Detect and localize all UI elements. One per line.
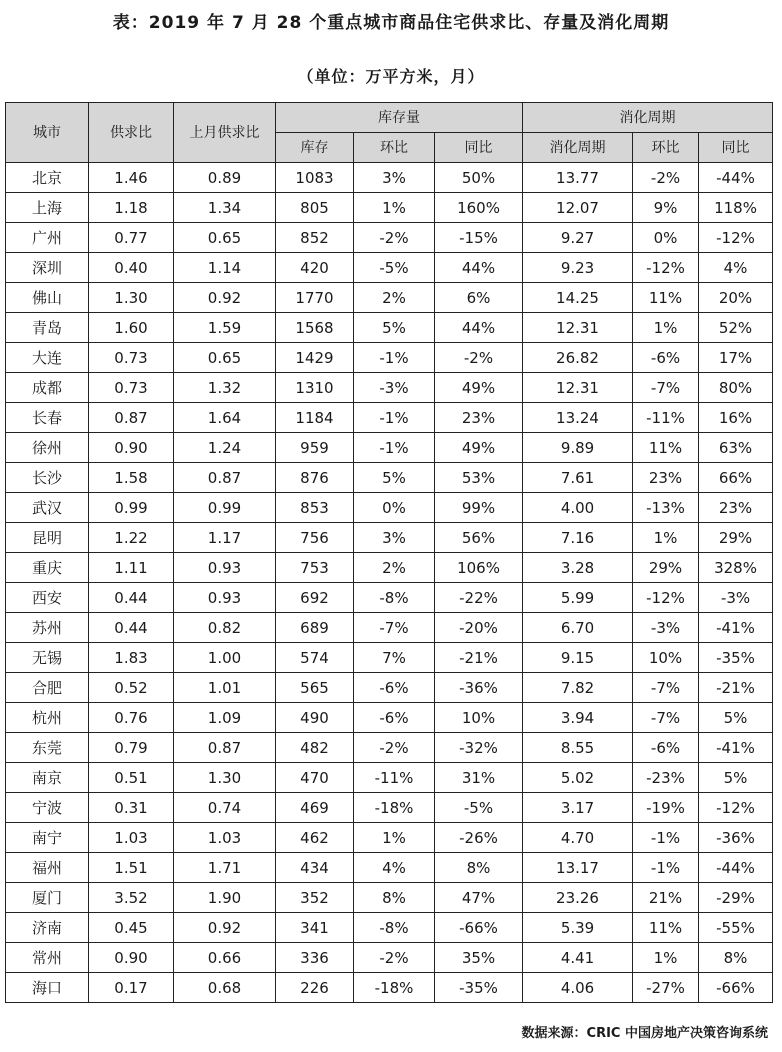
cycle-yoy-cell: 29% xyxy=(699,523,773,553)
cycle-mom-cell: 1% xyxy=(633,523,699,553)
stock-yoy-cell: -66% xyxy=(435,913,523,943)
stock-yoy-cell: -5% xyxy=(435,793,523,823)
table-row xyxy=(6,583,773,613)
cycle-yoy-cell: 5% xyxy=(699,763,773,793)
cycle-yoy-cell: -44% xyxy=(699,853,773,883)
city-cell: 昆明 xyxy=(6,523,89,553)
ratio-cell: 1.58 xyxy=(89,463,174,493)
cycle-mom-cell: -11% xyxy=(633,403,699,433)
cycle-mom-cell: -6% xyxy=(633,733,699,763)
last-ratio-cell: 1.09 xyxy=(174,703,276,733)
city-cell: 上海 xyxy=(6,193,89,223)
city-cell: 长春 xyxy=(6,403,89,433)
last-ratio-cell: 0.65 xyxy=(174,223,276,253)
city-cell: 重庆 xyxy=(6,553,89,583)
stock-mom-cell: -1% xyxy=(354,403,435,433)
stock-mom-cell: -2% xyxy=(354,943,435,973)
stock-mom-cell: 1% xyxy=(354,823,435,853)
table-row xyxy=(6,763,773,793)
cycle-cell: 13.77 xyxy=(523,163,633,193)
cycle-mom-cell: -23% xyxy=(633,763,699,793)
table-row xyxy=(6,163,773,193)
cycle-mom-cell: -6% xyxy=(633,343,699,373)
table-row xyxy=(6,643,773,673)
city-cell: 无锡 xyxy=(6,643,89,673)
ratio-cell: 0.44 xyxy=(89,583,174,613)
table-row xyxy=(6,433,773,463)
cycle-cell: 26.82 xyxy=(523,343,633,373)
stock-yoy-cell: 49% xyxy=(435,373,523,403)
cycle-cell: 23.26 xyxy=(523,883,633,913)
ratio-cell: 0.87 xyxy=(89,403,174,433)
city-cell: 宁波 xyxy=(6,793,89,823)
ratio-cell: 1.22 xyxy=(89,523,174,553)
cycle-yoy-cell: 66% xyxy=(699,463,773,493)
table-row xyxy=(6,253,773,283)
header-cycle-group: 消化周期 xyxy=(523,103,773,133)
cycle-mom-cell: -7% xyxy=(633,673,699,703)
table-row xyxy=(6,553,773,583)
last-ratio-cell: 1.59 xyxy=(174,313,276,343)
stock-cell: 1568 xyxy=(276,313,354,343)
ratio-cell: 0.52 xyxy=(89,673,174,703)
last-ratio-cell: 0.93 xyxy=(174,553,276,583)
city-cell: 西安 xyxy=(6,583,89,613)
ratio-cell: 1.83 xyxy=(89,643,174,673)
stock-yoy-cell: 31% xyxy=(435,763,523,793)
table-row xyxy=(6,913,773,943)
stock-cell: 341 xyxy=(276,913,354,943)
cycle-yoy-cell: 80% xyxy=(699,373,773,403)
stock-cell: 490 xyxy=(276,703,354,733)
cycle-mom-cell: 1% xyxy=(633,313,699,343)
cycle-cell: 5.99 xyxy=(523,583,633,613)
stock-yoy-cell: 56% xyxy=(435,523,523,553)
stock-mom-cell: -2% xyxy=(354,733,435,763)
cycle-yoy-cell: 17% xyxy=(699,343,773,373)
cycle-mom-cell: -1% xyxy=(633,823,699,853)
stock-cell: 574 xyxy=(276,643,354,673)
cycle-yoy-cell: 328% xyxy=(699,553,773,583)
stock-mom-cell: 3% xyxy=(354,523,435,553)
stock-yoy-cell: 99% xyxy=(435,493,523,523)
city-cell: 青岛 xyxy=(6,313,89,343)
table-row xyxy=(6,703,773,733)
header-cycle-mom: 环比 xyxy=(633,133,699,163)
ratio-cell: 0.90 xyxy=(89,943,174,973)
last-ratio-cell: 1.17 xyxy=(174,523,276,553)
ratio-cell: 0.31 xyxy=(89,793,174,823)
city-cell: 合肥 xyxy=(6,673,89,703)
cycle-cell: 14.25 xyxy=(523,283,633,313)
table-body xyxy=(6,163,773,1003)
cycle-cell: 9.89 xyxy=(523,433,633,463)
last-ratio-cell: 1.30 xyxy=(174,763,276,793)
cycle-cell: 13.17 xyxy=(523,853,633,883)
stock-mom-cell: -7% xyxy=(354,613,435,643)
stock-cell: 756 xyxy=(276,523,354,553)
stock-cell: 420 xyxy=(276,253,354,283)
table-row xyxy=(6,523,773,553)
cycle-mom-cell: -7% xyxy=(633,703,699,733)
stock-cell: 1184 xyxy=(276,403,354,433)
city-cell: 广州 xyxy=(6,223,89,253)
cycle-cell: 13.24 xyxy=(523,403,633,433)
cycle-yoy-cell: 118% xyxy=(699,193,773,223)
stock-cell: 1429 xyxy=(276,343,354,373)
cycle-yoy-cell: -44% xyxy=(699,163,773,193)
last-ratio-cell: 0.89 xyxy=(174,163,276,193)
city-cell: 东莞 xyxy=(6,733,89,763)
stock-mom-cell: -6% xyxy=(354,703,435,733)
stock-mom-cell: -1% xyxy=(354,433,435,463)
last-ratio-cell: 0.99 xyxy=(174,493,276,523)
table-row xyxy=(6,973,773,1003)
stock-mom-cell: -8% xyxy=(354,913,435,943)
stock-yoy-cell: 50% xyxy=(435,163,523,193)
stock-mom-cell: -18% xyxy=(354,973,435,1003)
ratio-cell: 1.30 xyxy=(89,283,174,313)
stock-mom-cell: 3% xyxy=(354,163,435,193)
cycle-mom-cell: -13% xyxy=(633,493,699,523)
last-ratio-cell: 0.66 xyxy=(174,943,276,973)
cycle-yoy-cell: -35% xyxy=(699,643,773,673)
cycle-cell: 3.28 xyxy=(523,553,633,583)
cycle-cell: 9.15 xyxy=(523,643,633,673)
cycle-cell: 3.17 xyxy=(523,793,633,823)
stock-cell: 805 xyxy=(276,193,354,223)
stock-yoy-cell: 49% xyxy=(435,433,523,463)
cycle-mom-cell: -12% xyxy=(633,253,699,283)
cycle-mom-cell: -19% xyxy=(633,793,699,823)
stock-yoy-cell: 47% xyxy=(435,883,523,913)
stock-yoy-cell: 160% xyxy=(435,193,523,223)
ratio-cell: 0.73 xyxy=(89,373,174,403)
cycle-cell: 3.94 xyxy=(523,703,633,733)
stock-yoy-cell: -20% xyxy=(435,613,523,643)
ratio-cell: 3.52 xyxy=(89,883,174,913)
city-cell: 长沙 xyxy=(6,463,89,493)
header-city: 城市 xyxy=(6,103,89,163)
cycle-mom-cell: 11% xyxy=(633,283,699,313)
cycle-yoy-cell: -12% xyxy=(699,793,773,823)
cycle-yoy-cell: 16% xyxy=(699,403,773,433)
stock-mom-cell: 8% xyxy=(354,883,435,913)
cycle-yoy-cell: -55% xyxy=(699,913,773,943)
stock-yoy-cell: -2% xyxy=(435,343,523,373)
stock-yoy-cell: -21% xyxy=(435,643,523,673)
stock-yoy-cell: 106% xyxy=(435,553,523,583)
cycle-cell: 8.55 xyxy=(523,733,633,763)
stock-cell: 462 xyxy=(276,823,354,853)
ratio-cell: 1.18 xyxy=(89,193,174,223)
header-cycle-yoy: 同比 xyxy=(699,133,773,163)
cycle-mom-cell: -27% xyxy=(633,973,699,1003)
last-ratio-cell: 0.82 xyxy=(174,613,276,643)
cycle-cell: 4.00 xyxy=(523,493,633,523)
cycle-mom-cell: 10% xyxy=(633,643,699,673)
last-ratio-cell: 0.65 xyxy=(174,343,276,373)
city-cell: 济南 xyxy=(6,913,89,943)
stock-cell: 470 xyxy=(276,763,354,793)
table-row xyxy=(6,193,773,223)
last-ratio-cell: 0.93 xyxy=(174,583,276,613)
last-ratio-cell: 1.90 xyxy=(174,883,276,913)
table-row xyxy=(6,733,773,763)
table-row xyxy=(6,853,773,883)
ratio-cell: 0.45 xyxy=(89,913,174,943)
cycle-mom-cell: -3% xyxy=(633,613,699,643)
city-cell: 常州 xyxy=(6,943,89,973)
stock-cell: 689 xyxy=(276,613,354,643)
cycle-yoy-cell: 4% xyxy=(699,253,773,283)
cycle-yoy-cell: 63% xyxy=(699,433,773,463)
ratio-cell: 0.79 xyxy=(89,733,174,763)
stock-cell: 336 xyxy=(276,943,354,973)
city-cell: 徐州 xyxy=(6,433,89,463)
table-row xyxy=(6,313,773,343)
stock-cell: 1083 xyxy=(276,163,354,193)
cycle-mom-cell: -1% xyxy=(633,853,699,883)
last-ratio-cell: 0.68 xyxy=(174,973,276,1003)
table-row xyxy=(6,883,773,913)
cycle-yoy-cell: -41% xyxy=(699,613,773,643)
table-row xyxy=(6,823,773,853)
unit-subtitle: （单位：万平方米，月） xyxy=(297,67,485,86)
cycle-cell: 7.61 xyxy=(523,463,633,493)
stock-cell: 434 xyxy=(276,853,354,883)
city-cell: 南宁 xyxy=(6,823,89,853)
table-row xyxy=(6,943,773,973)
last-ratio-cell: 1.01 xyxy=(174,673,276,703)
cycle-cell: 4.06 xyxy=(523,973,633,1003)
stock-yoy-cell: -15% xyxy=(435,223,523,253)
stock-mom-cell: 7% xyxy=(354,643,435,673)
table-row xyxy=(6,403,773,433)
stock-cell: 482 xyxy=(276,733,354,763)
city-cell: 大连 xyxy=(6,343,89,373)
cycle-yoy-cell: -12% xyxy=(699,223,773,253)
ratio-cell: 1.11 xyxy=(89,553,174,583)
stock-mom-cell: 2% xyxy=(354,283,435,313)
last-ratio-cell: 0.92 xyxy=(174,283,276,313)
cycle-mom-cell: -12% xyxy=(633,583,699,613)
cycle-yoy-cell: 20% xyxy=(699,283,773,313)
cycle-cell: 12.07 xyxy=(523,193,633,223)
stock-mom-cell: -3% xyxy=(354,373,435,403)
header-last-ratio: 上月供求比 xyxy=(174,103,276,163)
cycle-mom-cell: 1% xyxy=(633,943,699,973)
stock-mom-cell: 2% xyxy=(354,553,435,583)
cycle-mom-cell: 21% xyxy=(633,883,699,913)
ratio-cell: 0.77 xyxy=(89,223,174,253)
city-cell: 佛山 xyxy=(6,283,89,313)
last-ratio-cell: 1.34 xyxy=(174,193,276,223)
stock-cell: 876 xyxy=(276,463,354,493)
stock-mom-cell: -1% xyxy=(354,343,435,373)
header-stock-group: 库存量 xyxy=(276,103,523,133)
table-row xyxy=(6,343,773,373)
city-cell: 成都 xyxy=(6,373,89,403)
table-row xyxy=(6,373,773,403)
last-ratio-cell: 1.71 xyxy=(174,853,276,883)
stock-yoy-cell: -26% xyxy=(435,823,523,853)
ratio-cell: 0.17 xyxy=(89,973,174,1003)
city-cell: 南京 xyxy=(6,763,89,793)
stock-cell: 853 xyxy=(276,493,354,523)
header-row-1 xyxy=(6,103,773,133)
stock-yoy-cell: 8% xyxy=(435,853,523,883)
data-table xyxy=(5,102,773,1003)
city-cell: 深圳 xyxy=(6,253,89,283)
cycle-mom-cell: 9% xyxy=(633,193,699,223)
last-ratio-cell: 1.03 xyxy=(174,823,276,853)
cycle-mom-cell: 0% xyxy=(633,223,699,253)
city-cell: 杭州 xyxy=(6,703,89,733)
cycle-cell: 12.31 xyxy=(523,373,633,403)
ratio-cell: 0.40 xyxy=(89,253,174,283)
ratio-cell: 0.73 xyxy=(89,343,174,373)
stock-cell: 1310 xyxy=(276,373,354,403)
last-ratio-cell: 1.64 xyxy=(174,403,276,433)
stock-mom-cell: -6% xyxy=(354,673,435,703)
cycle-mom-cell: -7% xyxy=(633,373,699,403)
ratio-cell: 0.44 xyxy=(89,613,174,643)
table-row xyxy=(6,223,773,253)
last-ratio-cell: 1.00 xyxy=(174,643,276,673)
stock-yoy-cell: 53% xyxy=(435,463,523,493)
cycle-mom-cell: 29% xyxy=(633,553,699,583)
header-stock-yoy: 同比 xyxy=(435,133,523,163)
cycle-cell: 6.70 xyxy=(523,613,633,643)
last-ratio-cell: 0.87 xyxy=(174,733,276,763)
stock-mom-cell: -5% xyxy=(354,253,435,283)
header-stock-mom: 环比 xyxy=(354,133,435,163)
cycle-cell: 5.02 xyxy=(523,763,633,793)
cycle-yoy-cell: -3% xyxy=(699,583,773,613)
cycle-yoy-cell: 23% xyxy=(699,493,773,523)
city-cell: 海口 xyxy=(6,973,89,1003)
stock-cell: 469 xyxy=(276,793,354,823)
stock-yoy-cell: -36% xyxy=(435,673,523,703)
table-row xyxy=(6,673,773,703)
cycle-yoy-cell: -21% xyxy=(699,673,773,703)
cycle-cell: 7.82 xyxy=(523,673,633,703)
city-cell: 福州 xyxy=(6,853,89,883)
table-row xyxy=(6,463,773,493)
cycle-cell: 9.23 xyxy=(523,253,633,283)
stock-mom-cell: -18% xyxy=(354,793,435,823)
last-ratio-cell: 0.74 xyxy=(174,793,276,823)
cycle-yoy-cell: -36% xyxy=(699,823,773,853)
cycle-mom-cell: 11% xyxy=(633,433,699,463)
stock-mom-cell: 0% xyxy=(354,493,435,523)
stock-yoy-cell: 44% xyxy=(435,253,523,283)
stock-cell: 565 xyxy=(276,673,354,703)
cycle-cell: 12.31 xyxy=(523,313,633,343)
ratio-cell: 0.76 xyxy=(89,703,174,733)
stock-yoy-cell: 6% xyxy=(435,283,523,313)
stock-cell: 852 xyxy=(276,223,354,253)
cycle-cell: 9.27 xyxy=(523,223,633,253)
ratio-cell: 0.90 xyxy=(89,433,174,463)
stock-mom-cell: -8% xyxy=(354,583,435,613)
stock-cell: 226 xyxy=(276,973,354,1003)
stock-yoy-cell: 35% xyxy=(435,943,523,973)
cycle-mom-cell: 11% xyxy=(633,913,699,943)
ratio-cell: 1.60 xyxy=(89,313,174,343)
stock-yoy-cell: -32% xyxy=(435,733,523,763)
ratio-cell: 0.51 xyxy=(89,763,174,793)
stock-yoy-cell: -35% xyxy=(435,973,523,1003)
cycle-yoy-cell: 5% xyxy=(699,703,773,733)
cycle-yoy-cell: -29% xyxy=(699,883,773,913)
cycle-cell: 7.16 xyxy=(523,523,633,553)
cycle-mom-cell: -2% xyxy=(633,163,699,193)
last-ratio-cell: 1.24 xyxy=(174,433,276,463)
stock-cell: 352 xyxy=(276,883,354,913)
city-cell: 武汉 xyxy=(6,493,89,523)
last-ratio-cell: 1.14 xyxy=(174,253,276,283)
cycle-mom-cell: 23% xyxy=(633,463,699,493)
table-row xyxy=(6,793,773,823)
ratio-cell: 1.46 xyxy=(89,163,174,193)
last-ratio-cell: 1.32 xyxy=(174,373,276,403)
cycle-yoy-cell: -41% xyxy=(699,733,773,763)
cycle-yoy-cell: 52% xyxy=(699,313,773,343)
stock-mom-cell: 4% xyxy=(354,853,435,883)
header-ratio: 供求比 xyxy=(89,103,174,163)
stock-cell: 1770 xyxy=(276,283,354,313)
stock-yoy-cell: 10% xyxy=(435,703,523,733)
cycle-yoy-cell: 8% xyxy=(699,943,773,973)
city-cell: 厦门 xyxy=(6,883,89,913)
cycle-cell: 4.70 xyxy=(523,823,633,853)
header-stock: 库存 xyxy=(276,133,354,163)
data-source: 数据来源：CRIC 中国房地产决策咨询系统 xyxy=(521,1026,768,1041)
stock-cell: 753 xyxy=(276,553,354,583)
ratio-cell: 0.99 xyxy=(89,493,174,523)
cycle-cell: 5.39 xyxy=(523,913,633,943)
header-cycle: 消化周期 xyxy=(523,133,633,163)
ratio-cell: 1.51 xyxy=(89,853,174,883)
cycle-cell: 4.41 xyxy=(523,943,633,973)
last-ratio-cell: 0.87 xyxy=(174,463,276,493)
city-cell: 北京 xyxy=(6,163,89,193)
table-row xyxy=(6,283,773,313)
stock-yoy-cell: 44% xyxy=(435,313,523,343)
stock-cell: 692 xyxy=(276,583,354,613)
stock-mom-cell: -11% xyxy=(354,763,435,793)
page-title: 表：2019 年 7 月 28 个重点城市商品住宅供求比、存量及消化周期 xyxy=(112,13,670,33)
table-row xyxy=(6,493,773,523)
stock-mom-cell: 1% xyxy=(354,193,435,223)
stock-yoy-cell: 23% xyxy=(435,403,523,433)
city-cell: 苏州 xyxy=(6,613,89,643)
cycle-yoy-cell: -66% xyxy=(699,973,773,1003)
table-row xyxy=(6,613,773,643)
stock-mom-cell: 5% xyxy=(354,313,435,343)
stock-cell: 959 xyxy=(276,433,354,463)
stock-mom-cell: 5% xyxy=(354,463,435,493)
ratio-cell: 1.03 xyxy=(89,823,174,853)
stock-yoy-cell: -22% xyxy=(435,583,523,613)
stock-mom-cell: -2% xyxy=(354,223,435,253)
last-ratio-cell: 0.92 xyxy=(174,913,276,943)
